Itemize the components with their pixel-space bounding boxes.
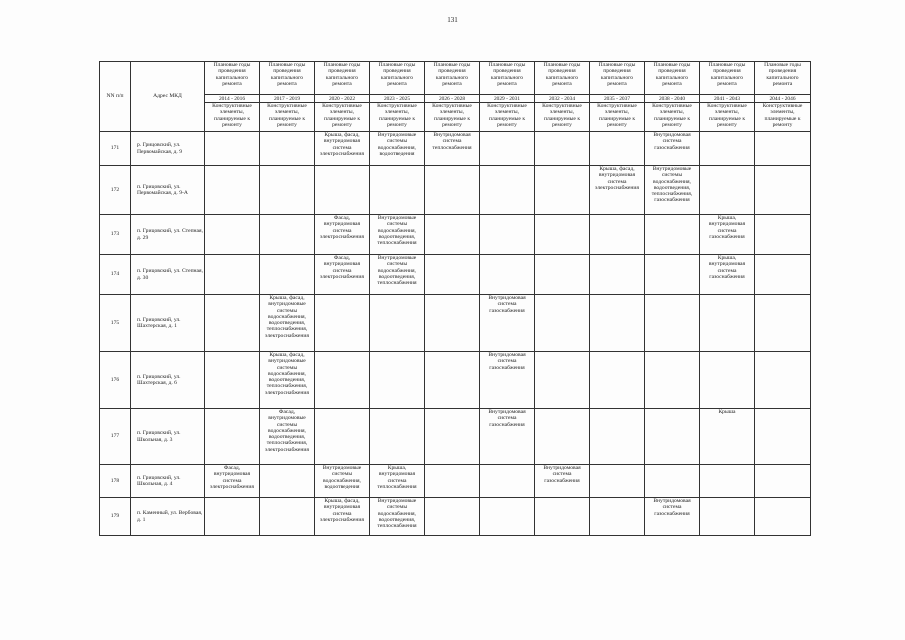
header-plan: Плановые годы проведения капитального ремонта [315, 62, 370, 95]
header-period: 2044 - 2046 [755, 95, 811, 103]
repair-cell [480, 255, 535, 295]
row-address: п. Грицовский, ул. Шахтерская, д. 1 [131, 295, 205, 352]
header-period: 2023 - 2025 [370, 95, 425, 103]
header-plan: Плановые годы проведения капитального ремонта [205, 62, 260, 95]
table-row [100, 132, 811, 166]
repair-cell [260, 498, 315, 536]
repair-cell: Внутридомовые системы водоснабжения, водоотведения [315, 465, 370, 498]
table-row [100, 215, 811, 255]
header-period: 2014 - 2016 [205, 95, 260, 103]
repair-cell: Внутридомовая система газоснабжения [535, 465, 590, 498]
row-number: 176 [100, 352, 131, 409]
repair-cell [590, 498, 645, 536]
repair-cell [700, 498, 755, 536]
repair-cell: Крыша, фасад, внутридомовая система электроснабжения [315, 132, 370, 166]
header-period: 2029 - 2031 [480, 95, 535, 103]
header-plan: Плановые годы проведения капитального ремонта [645, 62, 700, 95]
row-address: п. Грицовский, ул. Первомайская, д. 9-А [131, 166, 205, 215]
header-elements: Конструктивные элементы, планируемые к ремонту [370, 103, 425, 132]
row-number: 171 [100, 132, 131, 166]
repair-cell: Внутридомовые системы водоснабжения, водоотведения, теплоснабжения, газоснабжения [645, 166, 700, 215]
repair-cell: Внутридомовая система газоснабжения [645, 132, 700, 166]
header-plan: Плановые годы проведения капитального ремонта [370, 62, 425, 95]
header-elements: Конструктивные элементы, планируемые к ремонту [480, 103, 535, 132]
repair-cell [535, 352, 590, 409]
repair-cell [755, 498, 811, 536]
header-elements: Конструктивные элементы, планируемые к ремонту [700, 103, 755, 132]
repair-cell [205, 255, 260, 295]
repair-cell: Крыша, внутридомовая система газоснабжения [700, 255, 755, 295]
repair-cell: Крыша, фасад, внутридомовые системы водоснабжения, водоотведения, теплоснабжения, электроснабжения [260, 295, 315, 352]
row-address: п. Грицовский, ул. Школьная, д. 3 [131, 409, 205, 465]
table-row [100, 465, 811, 498]
repair-cell [645, 255, 700, 295]
repair-cell [260, 255, 315, 295]
repair-cell [480, 132, 535, 166]
repair-cell: Внутридомовая система газоснабжения [480, 352, 535, 409]
header-elements: Конструктивные элементы, планируемые к ремонту [425, 103, 480, 132]
repair-cell [425, 215, 480, 255]
table-row [100, 409, 811, 465]
repair-cell [205, 215, 260, 255]
repair-cell [205, 409, 260, 465]
repair-cell [535, 215, 590, 255]
header-period: 2038 - 2040 [645, 95, 700, 103]
repair-cell [260, 465, 315, 498]
repair-cell [755, 465, 811, 498]
repair-cell [315, 352, 370, 409]
repair-cell [535, 409, 590, 465]
header-plan: Плановые годы проведения капитального ремонта [755, 62, 811, 95]
header-elements: Конструктивные элементы, планируемые к ремонту [645, 103, 700, 132]
repair-cell [205, 166, 260, 215]
row-address: п. Грицовский, ул. Школьная, д. 4 [131, 465, 205, 498]
row-address: п. Каменный, ул. Вербовая, д. 1 [131, 498, 205, 536]
header-period: 2041 - 2043 [700, 95, 755, 103]
repair-cell [535, 166, 590, 215]
repair-cell [425, 409, 480, 465]
repair-cell [205, 295, 260, 352]
table-row [100, 295, 811, 352]
header-nn: NN п/п [100, 62, 131, 132]
repair-cell [535, 132, 590, 166]
repair-cell [260, 215, 315, 255]
row-number: 178 [100, 465, 131, 498]
row-number: 175 [100, 295, 131, 352]
header-plan: Плановые годы проведения капитального ремонта [480, 62, 535, 95]
row-address: р. Грицовский, ул. Первомайская, д. 9 [131, 132, 205, 166]
table-row [100, 352, 811, 409]
repair-cell: Фасад, внутридомовые системы водоснабжения, водоотведения, теплоснабжения, электроснабжения [260, 409, 315, 465]
repair-cell [645, 465, 700, 498]
repair-cell: Крыша, фасад, внутридомовая система электроснабжения [315, 498, 370, 536]
table-row [100, 255, 811, 295]
header-elements: Конструктивные элементы, планируемые к ремонту [755, 103, 811, 132]
repair-cell [590, 409, 645, 465]
repair-cell: Фасад, внутридомовая система электроснабжения [205, 465, 260, 498]
header-period: 2026 - 2028 [425, 95, 480, 103]
capital-repair-table [99, 61, 811, 536]
repair-cell [370, 352, 425, 409]
table-header [100, 62, 811, 132]
table-body [100, 132, 811, 536]
repair-cell [370, 409, 425, 465]
repair-cell [645, 295, 700, 352]
header-plan: Плановые годы проведения капитального ремонта [425, 62, 480, 95]
repair-cell [645, 215, 700, 255]
repair-cell [535, 498, 590, 536]
repair-cell [590, 295, 645, 352]
repair-cell: Внутридомовые системы водоснабжения, водоотведения [370, 132, 425, 166]
repair-cell [700, 132, 755, 166]
repair-cell [535, 255, 590, 295]
repair-cell [425, 465, 480, 498]
repair-cell [315, 295, 370, 352]
repair-cell [315, 409, 370, 465]
repair-cell [590, 352, 645, 409]
repair-cell [755, 132, 811, 166]
header-period: 2032 - 2034 [535, 95, 590, 103]
header-elements: Конструктивные элементы, планируемые к ремонту [590, 103, 645, 132]
row-address: п. Грицовский, ул. Степная, д. 29 [131, 215, 205, 255]
repair-cell: Внутридомовые системы водоснабжения, водоотведения, теплоснабжения [370, 255, 425, 295]
row-number: 173 [100, 215, 131, 255]
repair-cell [480, 215, 535, 255]
repair-cell [645, 409, 700, 465]
repair-cell [700, 295, 755, 352]
repair-cell: Крыша, фасад, внутридомовая система электроснабжения [590, 166, 645, 215]
row-address: п. Грицовский, ул. Шахтерская, д. 6 [131, 352, 205, 409]
header-period: 2020 - 2022 [315, 95, 370, 103]
header-plan: Плановые годы проведения капитального ремонта [590, 62, 645, 95]
repair-cell [370, 295, 425, 352]
repair-cell [425, 255, 480, 295]
repair-cell [755, 255, 811, 295]
repair-cell [260, 166, 315, 215]
header-elements: Конструктивные элементы, планируемые к ремонту [535, 103, 590, 132]
header-elements: Конструктивные элементы, планируемые к ремонту [205, 103, 260, 132]
repair-cell: Крыша, внутридомовая система теплоснабжения [370, 465, 425, 498]
repair-cell [480, 498, 535, 536]
repair-cell [205, 352, 260, 409]
repair-cell [425, 295, 480, 352]
repair-cell [755, 409, 811, 465]
repair-cell [260, 132, 315, 166]
table-row [100, 166, 811, 215]
header-elements: Конструктивные элементы, планируемые к ремонту [315, 103, 370, 132]
repair-cell: Внутридомовая система теплоснабжения [425, 132, 480, 166]
repair-cell [755, 215, 811, 255]
repair-cell [590, 465, 645, 498]
repair-cell [755, 166, 811, 215]
repair-cell [425, 352, 480, 409]
repair-cell [590, 132, 645, 166]
repair-cell [370, 166, 425, 215]
repair-cell [535, 295, 590, 352]
repair-cell [590, 215, 645, 255]
header-period: 2017 - 2019 [260, 95, 315, 103]
repair-cell: Фасад, внутридомовая система электроснабжения [315, 215, 370, 255]
repair-cell [755, 295, 811, 352]
table-row [100, 498, 811, 536]
header-plan: Плановые годы проведения капитального ремонта [700, 62, 755, 95]
repair-cell: Внутридомовая система газоснабжения [480, 409, 535, 465]
repair-cell: Внутридомовая система газоснабжения [480, 295, 535, 352]
repair-cell: Фасад, внутридомовая система электроснабжения [315, 255, 370, 295]
repair-cell: Крыша, фасад, внутридомовые системы водоснабжения, водоотведения, теплоснабжения, электроснабжения [260, 352, 315, 409]
repair-cell [425, 498, 480, 536]
repair-cell: Крыша, внутридомовая система газоснабжения [700, 215, 755, 255]
header-elements: Конструктивные элементы, планируемые к ремонту [260, 103, 315, 132]
page-number: 131 [447, 16, 458, 24]
repair-cell: Внутридомовые системы водоснабжения, водоотведения, теплоснабжения [370, 215, 425, 255]
repair-cell: Крыша [700, 409, 755, 465]
repair-cell [480, 465, 535, 498]
row-number: 172 [100, 166, 131, 215]
repair-cell: Внутридомовые системы водоснабжения, водоотведения, теплоснабжения [370, 498, 425, 536]
repair-cell [205, 132, 260, 166]
repair-cell [425, 166, 480, 215]
row-number: 179 [100, 498, 131, 536]
repair-cell [755, 352, 811, 409]
repair-cell [205, 498, 260, 536]
repair-cell [700, 465, 755, 498]
header-plan: Плановые годы проведения капитального ремонта [260, 62, 315, 95]
repair-cell [700, 166, 755, 215]
repair-cell [700, 352, 755, 409]
repair-cell [645, 352, 700, 409]
repair-cell: Внутридомовая система газоснабжения [645, 498, 700, 536]
header-plan: Плановые годы проведения капитального ремонта [535, 62, 590, 95]
header-period: 2035 - 2037 [590, 95, 645, 103]
repair-cell [590, 255, 645, 295]
header-address: Адрес МКД [131, 62, 205, 132]
repair-cell [315, 166, 370, 215]
repair-cell [480, 166, 535, 215]
row-address: п. Грицовский, ул. Степная, д. 30 [131, 255, 205, 295]
row-number: 174 [100, 255, 131, 295]
row-number: 177 [100, 409, 131, 465]
